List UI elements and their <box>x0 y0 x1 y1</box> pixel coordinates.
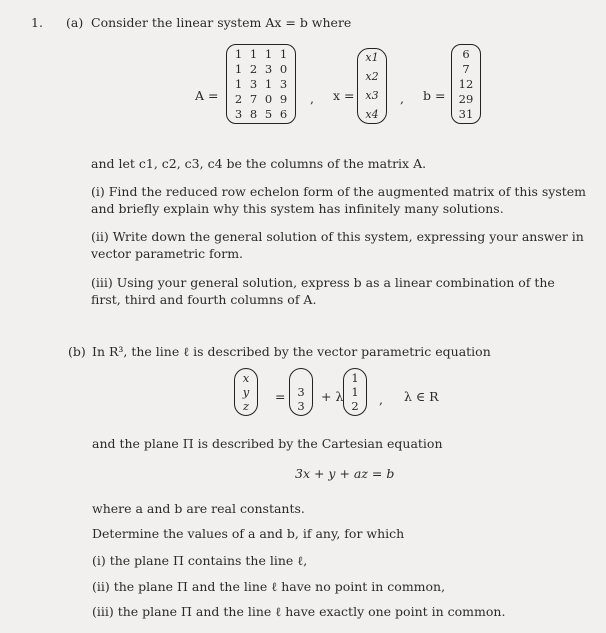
matrix-cell: 0 <box>264 92 273 106</box>
part-b-i: (i) the plane Π contains the line ℓ, <box>92 553 308 568</box>
comma: , <box>400 91 404 106</box>
plus-lambda: + λ <box>321 389 344 404</box>
part-a-i: (i) Find the reduced row echelon form of the augmented matrix of this system and briefly explain why this system has infinitely many solutions. <box>91 184 587 216</box>
matrix-cell: 1 <box>234 62 243 76</box>
matrix-cell: 1 <box>279 47 288 61</box>
vector-point <box>289 368 313 416</box>
vector-entry <box>294 371 308 385</box>
vector-entry: x <box>242 371 250 385</box>
matrix-cell: 1 <box>234 77 243 91</box>
matrix-cell: 6 <box>279 107 288 121</box>
vector-entry: 7 <box>462 62 470 76</box>
part-a-label: (a) <box>66 15 84 30</box>
matrix-cell: 1 <box>264 47 273 61</box>
comma: , <box>310 91 314 106</box>
matrix-cell: 2 <box>234 92 243 106</box>
matrix-cell: 5 <box>264 107 273 121</box>
matrix-cell: 3 <box>249 77 258 91</box>
vector-x-label: x = <box>333 88 355 103</box>
part-b-iii: (iii) the plane Π and the line ℓ have exactly one point in common. <box>92 604 506 619</box>
matrix-cell: 7 <box>249 92 258 106</box>
matrix-cell: 2 <box>249 62 258 76</box>
matrix-a-grid <box>231 47 291 121</box>
where-text: where a and b are real constants. <box>92 501 305 516</box>
vector-entry: x3 <box>365 89 379 102</box>
comma: , <box>379 392 383 407</box>
vector-x <box>357 48 387 124</box>
part-b-intro: In R³, the line ℓ is described by the vector parametric equation <box>92 344 491 359</box>
vector-entry: 29 <box>458 92 474 106</box>
vector-b-label: b = <box>423 88 446 103</box>
part-a-ii: (ii) Write down the general solution of this system, expressing your answer in vector parametric form. <box>91 229 584 261</box>
vector-entry: 31 <box>458 107 474 121</box>
vector-entry: 2 <box>351 399 359 413</box>
vector-entry: 3 <box>297 385 305 399</box>
vector-entry: 12 <box>458 77 474 91</box>
lambda-domain: λ ∈ R <box>404 389 439 404</box>
matrix-cell: 1 <box>264 77 273 91</box>
plane-text: and the plane Π is described by the Cartesian equation <box>92 436 443 451</box>
vector-direction <box>343 368 367 416</box>
vector-entry: 6 <box>462 47 470 61</box>
vector-entry: x2 <box>365 70 379 83</box>
part-b-label: (b) <box>68 344 86 359</box>
vector-b <box>451 44 481 124</box>
vector-entry: z <box>242 399 250 413</box>
matrix-cell: 9 <box>279 92 288 106</box>
matrix-cell: 3 <box>234 107 243 121</box>
vector-xyz <box>234 368 258 416</box>
matrix-a-label: A = <box>195 88 219 103</box>
matrix-cell: 0 <box>279 62 288 76</box>
columns-text: and let c1, c2, c3, c4 be the columns of the matrix A. <box>91 156 427 171</box>
matrix-cell: 1 <box>249 47 258 61</box>
question-number: 1. <box>31 15 43 30</box>
vector-entry: 3 <box>297 399 305 413</box>
matrix-cell: 3 <box>264 62 273 76</box>
part-a-iii: (iii) Using your general solution, express b as a linear combination of the first, third and fourth columns of A. <box>91 275 555 307</box>
equals-sign: = <box>275 389 286 404</box>
matrix-cell: 3 <box>279 77 288 91</box>
vector-entry: x4 <box>365 108 379 121</box>
matrix-cell: 8 <box>249 107 258 121</box>
vector-entry: x1 <box>365 51 379 64</box>
matrix-a <box>226 44 296 124</box>
determine-text: Determine the values of a and b, if any, for which <box>92 526 405 541</box>
vector-entry: 1 <box>351 371 359 385</box>
vector-entry: 1 <box>351 385 359 399</box>
part-b-ii: (ii) the plane Π and the line ℓ have no point in common, <box>92 579 446 594</box>
vector-entry: y <box>242 385 250 399</box>
part-a-intro: Consider the linear system Ax = b where <box>91 15 352 30</box>
matrix-cell: 1 <box>234 47 243 61</box>
plane-equation: 3x + y + az = b <box>295 466 395 481</box>
